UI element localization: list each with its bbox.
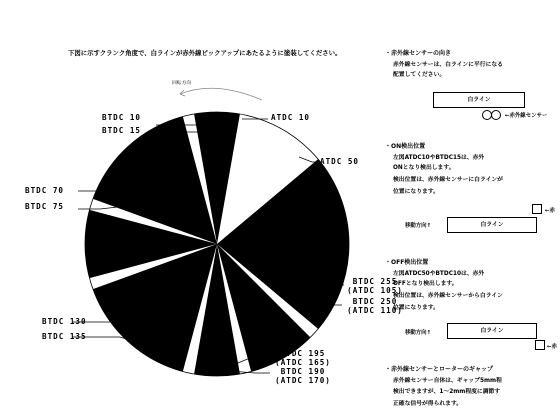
label-btdc190-main: BTDC 190 xyxy=(280,367,326,376)
rotation-direction-label: 回転方向 xyxy=(172,81,192,86)
label-btdc15: BTDC 15 xyxy=(102,126,142,135)
label-atdc105: (ATDC 105) xyxy=(347,285,403,295)
label-btdc10: BTDC 10 xyxy=(102,113,142,122)
label-btdc135: BTDC 135 xyxy=(42,332,87,341)
label-btdc130: BTDC 130 xyxy=(42,317,87,326)
s1-line1: 赤外線センサーは、白ラインに平行になる xyxy=(393,62,503,68)
label-atdc110: (ATDC 110) xyxy=(347,305,403,315)
s2-line1: 左図ATDC10やBTDC15は、赤外 xyxy=(393,155,485,161)
label-atdc10: ATDC 10 xyxy=(271,113,311,122)
s3-white-line-box: 白ライン xyxy=(447,323,537,339)
s2-direction: 移動方向↑ xyxy=(405,223,432,229)
s1-heading: ・赤外線センサーの向き xyxy=(385,50,452,57)
s1-line2: 配置してください。 xyxy=(393,72,446,78)
label-atdc50: ATDC 50 xyxy=(320,157,360,166)
s2-heading: ・ON検出位置 xyxy=(385,143,426,150)
s3-sensor-square xyxy=(535,340,545,350)
s4-line1: 赤外線センサー自体は、ギャップ5mm程 xyxy=(393,378,502,384)
s4-line3: 正確な信号が得られます。 xyxy=(393,401,463,407)
label-btdc255-main: BTDC 255 xyxy=(352,277,398,286)
s3-direction: 移動方向↑ xyxy=(405,330,432,336)
s1-sensor-label: ←赤外線センサー xyxy=(505,113,548,119)
instruction-text: 下図に示すクランク角度で、白ラインが赤外線ピックアップにあたるように塗装してください。 xyxy=(68,49,342,57)
sensor-icon-right xyxy=(491,110,501,120)
s3-line1: 左図ATDC50やBTDC10は、赤外 xyxy=(393,271,485,277)
label-btdc250-main: BTDC 250 xyxy=(352,297,398,306)
right-notes-column xyxy=(385,0,560,420)
s2-line4: 位置になります。 xyxy=(393,189,439,195)
s3-heading: ・OFF検出位置 xyxy=(385,259,429,266)
label-btdc195-main: BTDC 195 xyxy=(280,349,326,358)
s4-line2: 検出できますが、1～2mm程度に調節す xyxy=(393,389,501,395)
label-atdc170: (ATDC 170) xyxy=(275,375,331,385)
label-atdc165: (ATDC 165) xyxy=(275,357,331,367)
s2-line2: ONとなり検出します。 xyxy=(393,165,455,171)
rotation-arrow xyxy=(180,88,262,100)
label-btdc195 xyxy=(268,350,338,367)
s3-line3: 検出位置は、赤外線センサーから白ライン xyxy=(393,293,503,299)
s4-heading: ・赤外線センサーとローターのギャップ xyxy=(385,366,494,373)
s2-sensor-square xyxy=(532,204,542,214)
label-btdc75: BTDC 75 xyxy=(25,202,65,211)
pie-chart xyxy=(85,112,349,376)
s3-line2: OFFとなり検出します。 xyxy=(393,281,458,287)
s2-white-line-box: 白ライン xyxy=(447,217,537,233)
s3-sensor-arrow: ←赤 xyxy=(547,344,557,350)
label-btdc70: BTDC 70 xyxy=(25,186,65,195)
s3-line4: 位置になります。 xyxy=(393,305,439,311)
s1-white-line-box: 白ライン xyxy=(433,92,525,108)
s2-sensor-arrow: ←赤 xyxy=(545,208,555,214)
s2-line3: 検出位置は、赤外線センサーに白ラインが xyxy=(393,177,503,183)
label-btdc190 xyxy=(268,368,338,385)
